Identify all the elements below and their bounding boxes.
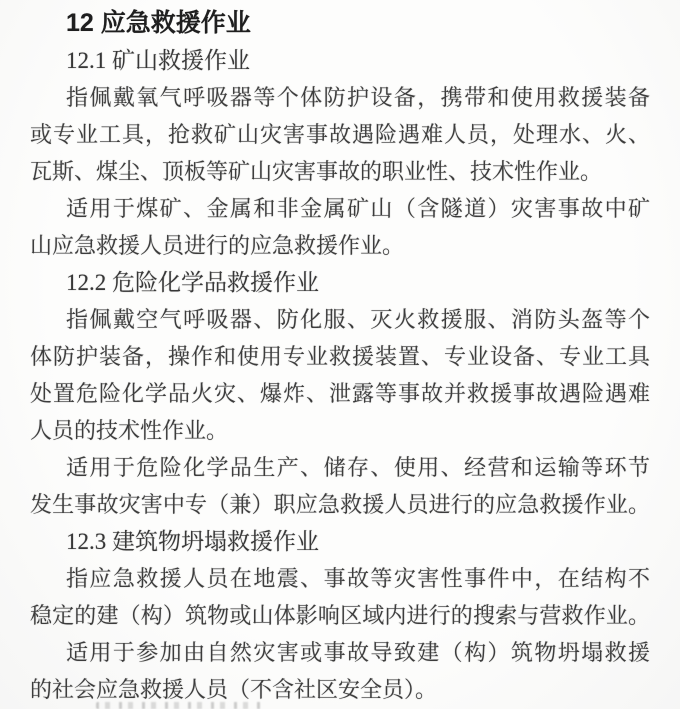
text-line: 体防护装备，操作和使用专业救援装置、专业设备、专业工具 xyxy=(30,344,650,369)
text-line: 瓦斯、煤尘、顶板等矿山灾害事故的职业性、技术性作业。 xyxy=(30,159,603,184)
text-line: 适用于煤矿、金属和非金属矿山（含隧道）灾害事故中矿 xyxy=(66,196,650,221)
text-line: 指佩戴空气呼吸器、防化服、灭火救援服、消防头盔等个 xyxy=(66,307,650,332)
text-line: 适用于参加由自然灾害或事故导致建（构）筑物坍塌救援 xyxy=(66,640,650,665)
chapter-heading: 12 应急救援作业 xyxy=(66,9,251,37)
text-line: 山应急救援人员进行的应急救援作业。 xyxy=(30,233,405,258)
text-line: 处置危险化学品火灾、爆炸、泄露等事故并救援事故遇险遇难 xyxy=(30,381,650,406)
text-line: 稳定的建（构）筑物或山体影响区域内进行的搜索与营救作业。 xyxy=(30,603,650,628)
text-line: 的社会应急救援人员（不含社区安全员）。 xyxy=(30,677,438,702)
text-line: 发生事故灾害中专（兼）职应急救援人员进行的应急救援作业。 xyxy=(30,492,650,517)
text-line: 或专业工具，抢救矿山灾害事故遇险遇难人员，处理水、火、 xyxy=(30,122,650,147)
text-line: 指佩戴氧气呼吸器等个体防护设备，携带和使用救援装备 xyxy=(66,85,650,110)
text-line: 指应急救援人员在地震、事故等灾害性事件中，在结构不 xyxy=(66,566,650,591)
section-title-12-3: 12.3 建筑物坍塌救援作业 xyxy=(66,529,319,554)
section-title-12-1: 12.1 矿山救援作业 xyxy=(66,48,250,73)
cropped-next-line-fragment xyxy=(96,702,266,709)
text-line: 人员的技术性作业。 xyxy=(30,418,229,443)
section-title-12-2: 12.2 危险化学品救援作业 xyxy=(66,270,319,295)
text-line: 适用于危险化学品生产、储存、使用、经营和运输等环节 xyxy=(66,455,650,480)
